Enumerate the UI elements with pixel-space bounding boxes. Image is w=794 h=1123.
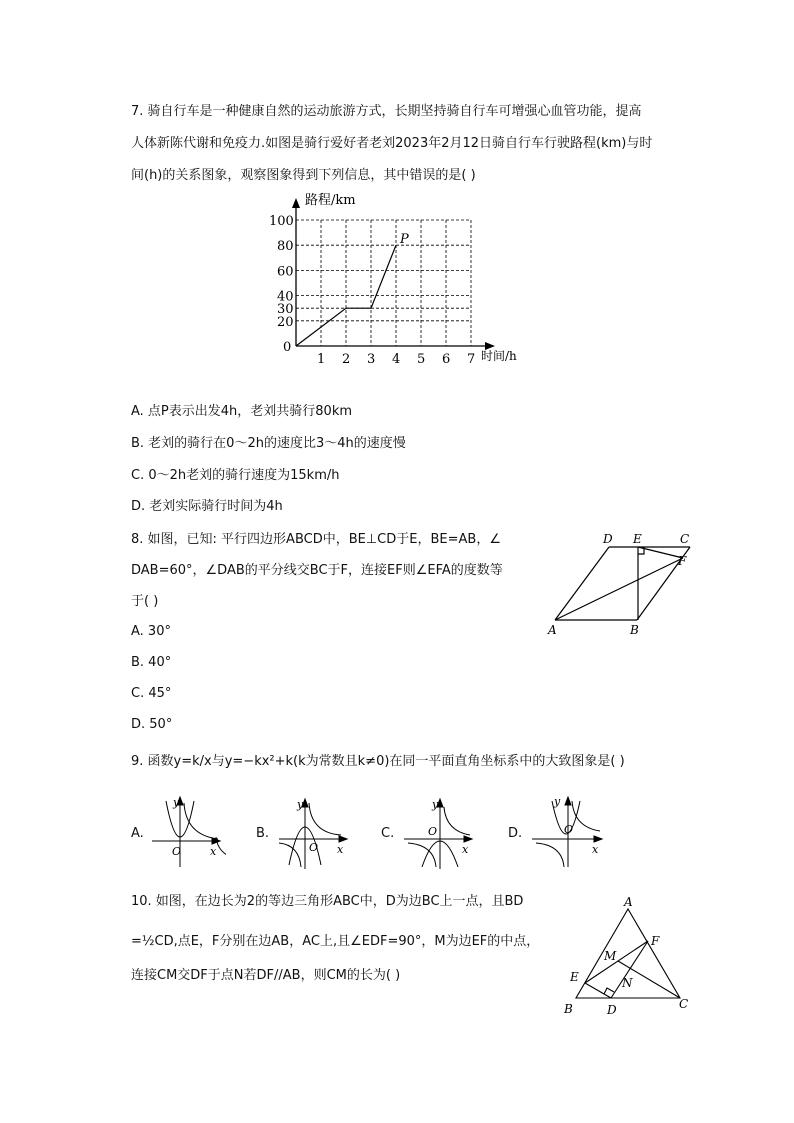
y-tick-label-30: 30 bbox=[277, 302, 294, 318]
vertex-c-label: C bbox=[680, 532, 690, 546]
point-p-label: P bbox=[400, 232, 409, 248]
x-tick-label-7: 7 bbox=[467, 352, 476, 367]
vertex-a-label: A bbox=[548, 623, 557, 637]
q9d-y-label: y bbox=[554, 795, 561, 808]
q8-line-1: 8. 如图，已知: 平行四边形ABCD中，BE⊥CD于E，BE=AB，∠ bbox=[131, 532, 501, 547]
q9c-origin-label: O bbox=[428, 825, 438, 838]
x-tick-label-6: 6 bbox=[442, 352, 451, 367]
q9-graph-c bbox=[400, 795, 478, 871]
q9b-y-label: y bbox=[297, 798, 304, 811]
q10-line-3: 连接CM交DF于点N若DF//AB，则CM的长为( ) bbox=[131, 968, 401, 983]
q8-option-c: C. 45° bbox=[131, 686, 172, 701]
parallelogram-figure bbox=[540, 527, 710, 642]
q9c-x-label: x bbox=[462, 843, 469, 856]
q7-option-d: D. 老刘实际骑行时间为4h bbox=[131, 499, 283, 514]
q9b-origin-label: O bbox=[309, 841, 319, 854]
y-tick-label-20: 20 bbox=[277, 314, 294, 330]
q9d-x-label: x bbox=[592, 843, 599, 856]
point-n-label-q10: N bbox=[622, 976, 633, 990]
point-m-label-q10: M bbox=[604, 949, 617, 963]
q10-line-2: =½CD,点E，F分别在边AB，AC上,且∠EDF=90°，M为边EF的中点， bbox=[131, 934, 540, 949]
q9-graph-a bbox=[148, 793, 226, 869]
q7-option-b: B. 老刘的骑行在0～2h的速度比3～4h的速度慢 bbox=[131, 436, 406, 451]
y-tick-label-60: 60 bbox=[277, 264, 294, 280]
q9b-x-label: x bbox=[337, 843, 344, 856]
q9-graph-b bbox=[275, 795, 353, 871]
vertex-a-label-q10: A bbox=[624, 895, 633, 909]
q9-graph-d bbox=[528, 793, 608, 869]
triangle-figure bbox=[556, 893, 696, 1018]
y-tick-label-100: 100 bbox=[269, 214, 294, 229]
chart-grid bbox=[296, 220, 471, 346]
origin-label: 0 bbox=[283, 340, 292, 355]
q9c-y-label: y bbox=[432, 798, 439, 811]
q9-stem: 9. 函数y=k/x与y=−kx²+k(k为常数且k≠0)在同一平面直角坐标系中的大致图象是( ) bbox=[131, 754, 625, 769]
q10-line-1: 10. 如图，在边长为2的等边三角形ABC中，D为边BC上一点，且BD bbox=[131, 894, 524, 909]
y-tick-label-80: 80 bbox=[277, 239, 294, 255]
x-tick-label-4: 4 bbox=[392, 352, 401, 367]
vertex-b-label: B bbox=[630, 623, 639, 637]
q8-line-3: 于( ) bbox=[131, 594, 159, 609]
point-e-label-q10: E bbox=[570, 970, 579, 984]
q7-option-a: A. 点P表示出发4h，老刘共骑行80km bbox=[131, 404, 353, 419]
point-f-label-q10: F bbox=[651, 934, 660, 948]
q9-option-a-label: A. bbox=[131, 826, 144, 841]
x-tick-label-1: 1 bbox=[317, 352, 326, 367]
q9-option-b-label: B. bbox=[256, 826, 270, 841]
vertex-b-label-q10: B bbox=[564, 1002, 573, 1016]
q7-line-1: 7. 骑自行车是一种健康自然的运动旅游方式，长期坚持骑自行车可增强心血管功能，提高 bbox=[131, 104, 642, 119]
q8-option-d: D. 50° bbox=[131, 717, 173, 732]
q9-option-d-label: D. bbox=[508, 826, 523, 841]
point-d-label-q10: D bbox=[607, 1003, 617, 1017]
chart-axes bbox=[292, 198, 495, 350]
point-e-label: E bbox=[633, 532, 642, 546]
q9-option-c-label: C. bbox=[381, 826, 395, 841]
q7-line-2: 人体新陈代谢和免疫力.如图是骑行爱好者老刘2023年2月12日骑自行车行驶路程(km)与时 bbox=[131, 136, 653, 151]
q9a-x-label: x bbox=[210, 845, 217, 858]
q8-option-b: B. 40° bbox=[131, 655, 172, 670]
vertex-c-label-q10: C bbox=[679, 997, 689, 1011]
x-tick-label-3: 3 bbox=[367, 352, 376, 367]
q9d-origin-label: O bbox=[564, 823, 574, 836]
q9a-origin-label: O bbox=[172, 845, 182, 858]
x-axis-label: 时间/h bbox=[481, 349, 517, 363]
vertex-d-label: D bbox=[603, 532, 613, 546]
q8-option-a: A. 30° bbox=[131, 624, 171, 639]
y-tick-label-40: 40 bbox=[277, 289, 294, 305]
distance-time-chart bbox=[265, 190, 535, 370]
q8-line-2: DAB=60°，∠DAB的平分线交BC于F，连接EF则∠EFA的度数等 bbox=[131, 563, 503, 578]
q7-line-3: 间(h)的关系图象，观察图象得到下列信息，其中错误的是( ) bbox=[131, 168, 476, 183]
x-tick-label-2: 2 bbox=[342, 352, 351, 367]
q7-option-c: C. 0～2h老刘的骑行速度为15km/h bbox=[131, 468, 340, 483]
x-tick-label-5: 5 bbox=[417, 352, 426, 367]
y-axis-label: 路程/km bbox=[305, 193, 356, 208]
q9a-y-label: y bbox=[173, 796, 180, 809]
point-f-label: F bbox=[678, 554, 687, 568]
